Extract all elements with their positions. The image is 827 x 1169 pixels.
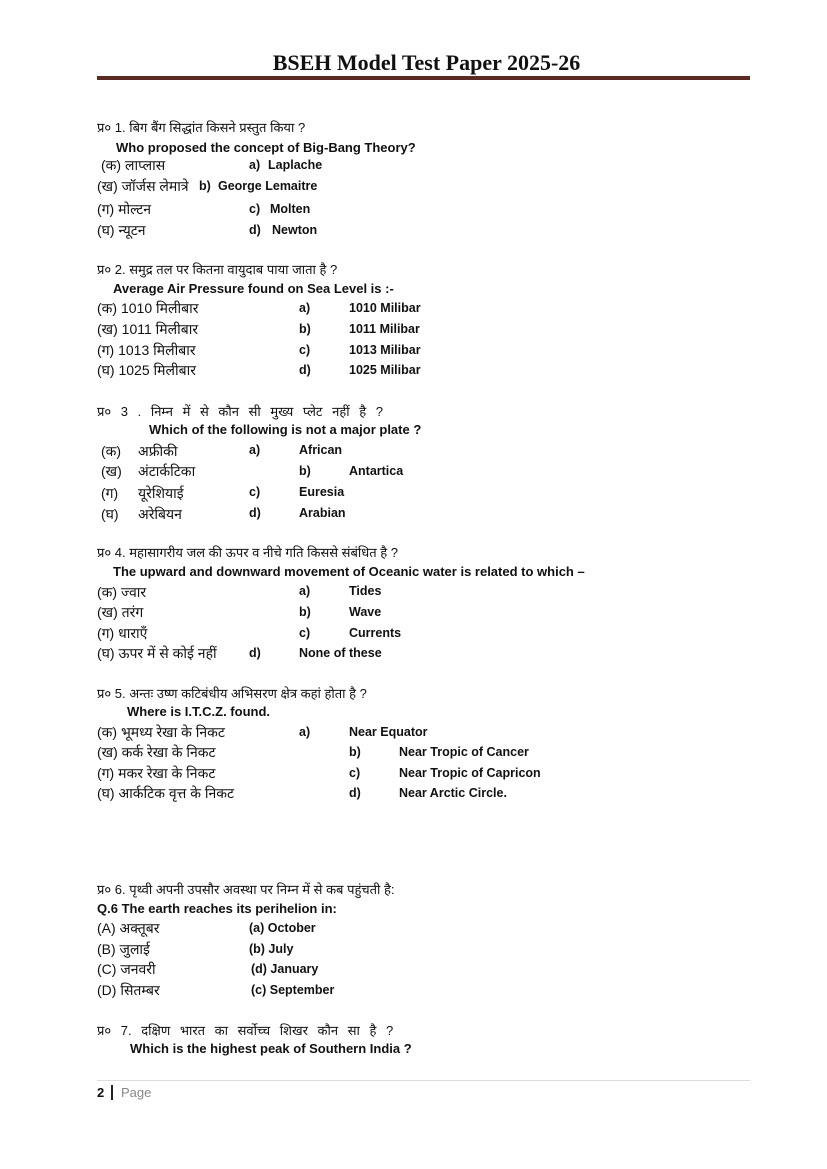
question-6-english: Q.6 The earth reaches its perihelion in: [97,901,337,916]
q5-option-c-english: Near Tropic of Capricon [399,766,541,780]
q1-option-a-hindi: (क) लाप्लास [101,157,166,173]
page-number: 2 [97,1085,105,1100]
q3-option-a-letter: a) [249,443,261,457]
question-1-english: Who proposed the concept of Big-Bang Theory? [116,140,416,155]
q4-option-b-marker: b) [299,605,311,619]
q4-option-c-marker: c) [299,626,311,640]
q1-option-c-hindi: (ग) मोल्टन [97,201,152,217]
q6-option-b-english: (b) July [249,942,294,956]
q2-option-b-hindi: (ख) 1011 मिलीबार [97,321,199,337]
q5-option-c-hindi: (ग) मकर रेखा के निकट [97,765,216,781]
q5-option-c-marker: c) [349,766,361,780]
q1-option-a-marker: a) [249,158,261,172]
q2-option-d-hindi: (घ) 1025 मिलीबार [97,362,196,378]
q3-option-c-english: Euresia [299,485,345,499]
question-4-hindi: प्र० 4. महासागरीय जल की ऊपर व नीचे गति किससे संबंधित है ? [97,545,399,560]
q4-option-a-english: Tides [349,584,382,598]
q4-option-b-hindi: (ख) तरंग [97,604,144,620]
q3-option-d-english: Arabian [299,506,346,520]
q4-option-b-english: Wave [349,605,382,619]
q3-option-b-english: Antartica [349,464,404,478]
page-separator [111,1085,113,1100]
q3-option-b-hindi: अंटार्कटिका [138,463,196,479]
q1-option-d-hindi: (घ) न्यूटन [97,222,146,238]
q5-option-d-hindi: (घ) आर्कटिक वृत्त के निकट [97,785,235,801]
question-3-english: Which of the following is not a major plate ? [149,422,422,437]
q5-option-a-marker: a) [299,725,311,739]
q4-option-c-english: Currents [349,626,402,640]
q2-option-d-marker: d) [299,363,311,377]
q4-option-a-hindi: (क) ज्वार [97,584,147,600]
question-1-hindi: प्र० 1. बिग बैंग सिद्धांत किसने प्रस्तुत किया ? [97,120,306,135]
q5-option-b-english: Near Tropic of Cancer [399,745,529,759]
q1-option-d-english: Newton [272,223,318,237]
q2-option-c-english: 1013 Milibar [349,343,421,357]
q4-option-a-marker: a) [299,584,311,598]
q3-option-c-letter: c) [249,485,261,499]
q6-option-b-hindi: (B) जुलाई [97,941,150,957]
q6-option-c-hindi: (C) जनवरी [97,961,156,977]
q5-option-d-english: Near Arctic Circle. [399,786,507,800]
footer-divider [97,1080,750,1081]
question-4-english: The upward and downward movement of Oceanic water is related to which – [113,564,585,579]
q2-option-d-english: 1025 Milibar [349,363,421,377]
page-title: BSEH Model Test Paper 2025-26 [272,50,581,75]
question-5-english: Where is I.T.C.Z. found. [127,704,270,719]
q2-option-a-english: 1010 Milibar [349,301,421,315]
question-5-hindi: प्र० 5. अन्तः उष्ण कटिबंधीय अभिसरण क्षेत्र कहां होता है ? [97,686,367,701]
q6-option-d-english: (c) September [251,983,335,997]
q3-option-b-marker: (ख) [101,463,122,479]
q3-option-d-marker: (घ) [101,506,119,522]
q1-option-b-hindi: (ख) जॉर्जस लेमात्रे [97,178,189,194]
q5-option-b-marker: b) [349,745,361,759]
question-6-hindi: प्र० 6. पृथ्वी अपनी उपसौर अवस्था पर निम्न में से कब पहुंचती है: [97,882,395,897]
title-divider [97,76,750,80]
q1-option-b-english: George Lemaitre [218,179,318,193]
q5-option-b-hindi: (ख) कर्क रेखा के निकट [97,744,216,760]
q2-option-a-marker: a) [299,301,311,315]
q3-option-a-english: African [299,443,343,457]
q2-option-b-english: 1011 Milibar [349,322,420,336]
q3-option-c-hindi: यूरेशियाई [138,485,184,501]
question-3-hindi: प्र० 3 . निम्न में से कौन सी मुख्य प्लेट नहीं है ? [97,404,383,419]
question-7-english: Which is the highest peak of Southern India ? [130,1041,412,1056]
q1-option-c-english: Molten [270,202,311,216]
q2-option-c-marker: c) [299,343,311,357]
q5-option-a-hindi: (क) भूमध्य रेखा के निकट [97,724,225,740]
q3-option-a-hindi: अफ्रीकी [138,443,178,459]
question-7-hindi: प्र० 7. दक्षिण भारत का सर्वोच्च शिखर कौन सा है ? [97,1023,394,1038]
q6-option-c-english: (d) January [251,962,319,976]
q6-option-a-hindi: (A) अक्तूबर [97,920,160,936]
q4-option-d-marker: d) [249,646,261,660]
q5-option-a-english: Near Equator [349,725,428,739]
q3-option-d-letter: d) [249,506,261,520]
q4-option-c-hindi: (ग) धाराएँ [97,625,148,641]
q4-option-d-hindi: (घ) ऊपर में से कोई नहीं [97,645,217,661]
q1-option-b-marker: b) [199,179,211,193]
q3-option-a-marker: (क) [101,443,122,459]
q3-option-c-marker: (ग) [101,485,119,501]
q6-option-a-english: (a) October [249,921,316,935]
q3-option-b-letter: b) [299,464,311,478]
q1-option-d-marker: d) [249,223,261,237]
q2-option-a-hindi: (क) 1010 मिलीबार [97,300,199,316]
q5-option-d-marker: d) [349,786,361,800]
q4-option-d-english: None of these [299,646,382,660]
q3-option-d-hindi: अरेबियन [138,506,182,522]
page-label: Page [121,1085,152,1100]
q1-option-a-english: Laplache [268,158,323,172]
question-2-hindi: प्र० 2. समुद्र तल पर कितना वायुदाब पाया जाता है ? [97,262,338,277]
question-2-english: Average Air Pressure found on Sea Level is :- [113,281,394,296]
q2-option-c-hindi: (ग) 1013 मिलीबार [97,342,196,358]
q1-option-c-marker: c) [249,202,261,216]
q2-option-b-marker: b) [299,322,311,336]
q6-option-d-hindi: (D) सितम्बर [97,982,160,998]
